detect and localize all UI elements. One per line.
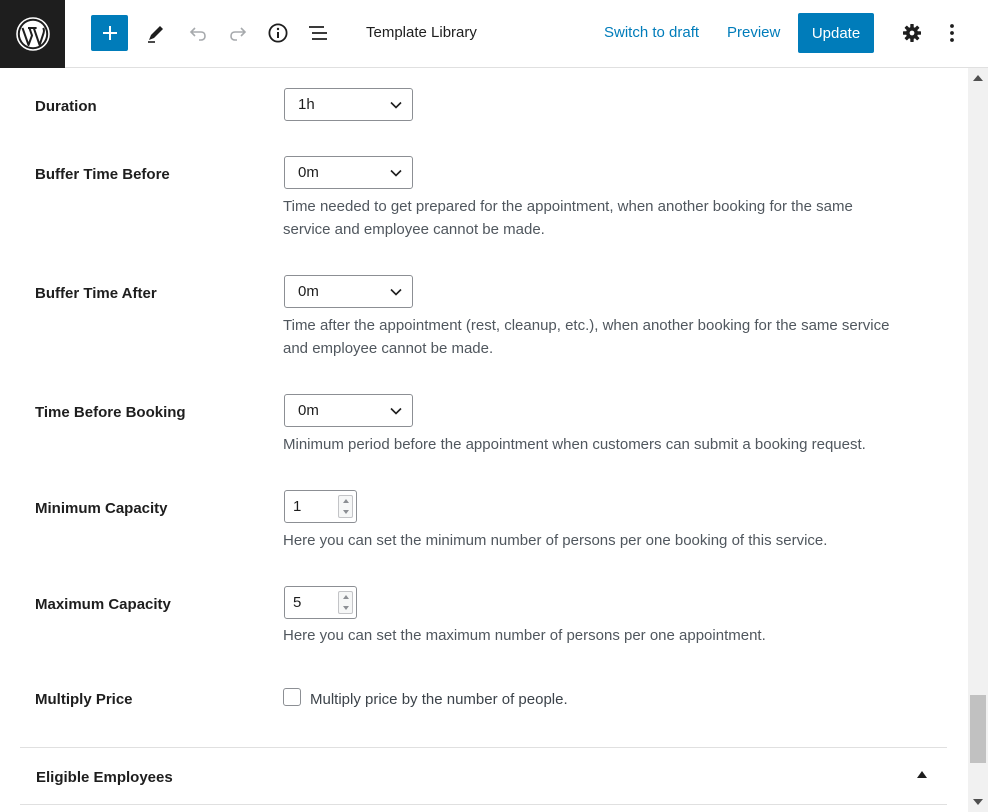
preview-button[interactable]: Preview (727, 24, 781, 41)
panel-divider (20, 747, 947, 748)
time-before-booking-select[interactable] (284, 394, 413, 427)
wordpress-logo-icon[interactable] (0, 0, 65, 68)
min-capacity-value: 1 (293, 498, 302, 515)
settings-button[interactable] (896, 14, 928, 52)
buffer-after-label: Buffer Time After (35, 285, 157, 302)
scroll-thumb[interactable] (970, 695, 986, 763)
gear-icon (901, 22, 923, 44)
vertical-scrollbar[interactable] (968, 68, 988, 812)
duration-label: Duration (35, 98, 97, 115)
undo-button[interactable] (182, 14, 214, 52)
tools-button[interactable] (140, 14, 172, 52)
max-capacity-input[interactable] (284, 586, 357, 619)
min-capacity-label: Minimum Capacity (35, 500, 168, 517)
chevron-down-icon (389, 166, 403, 180)
undo-icon (187, 22, 209, 44)
chevron-down-icon (389, 404, 403, 418)
buffer-after-description: Time after the appointment (rest, cleanup, etc.), when another booking for the same service and employee cannot be made. (283, 317, 890, 357)
duration-select[interactable] (284, 88, 413, 121)
time-before-booking-label: Time Before Booking (35, 404, 186, 421)
multiply-price-checkbox[interactable] (283, 688, 301, 706)
details-button[interactable] (262, 14, 294, 52)
max-capacity-description: Here you can set the maximum number of persons per one appointment. (283, 627, 766, 644)
time-before-booking-description: Minimum period before the appointment when customers can submit a booking request. (283, 436, 866, 453)
redo-button[interactable] (222, 14, 254, 52)
max-capacity-value: 5 (293, 594, 302, 611)
multiply-price-checkbox-label[interactable]: Multiply price by the number of people. (310, 691, 568, 708)
buffer-before-description: Time needed to get prepared for the appointment, when another booking for the same service and employee cannot be made. (283, 198, 853, 238)
scroll-down-arrow-icon[interactable] (973, 799, 983, 805)
redo-icon (227, 22, 249, 44)
chevron-down-icon (389, 98, 403, 112)
more-vertical-icon (949, 23, 955, 43)
buffer-after-select[interactable] (284, 275, 413, 308)
buffer-after-value: 0m (298, 283, 319, 300)
max-capacity-stepper[interactable] (338, 591, 353, 614)
multiply-price-label: Multiply Price (35, 691, 133, 708)
editor-content (0, 68, 968, 812)
switch-to-draft-button[interactable]: Switch to draft (604, 24, 700, 41)
panel-divider (20, 804, 947, 805)
eligible-employees-panel-title[interactable]: Eligible Employees (36, 769, 173, 786)
buffer-before-value: 0m (298, 164, 319, 181)
options-button[interactable] (942, 14, 962, 52)
max-capacity-label: Maximum Capacity (35, 596, 171, 613)
duration-value: 1h (298, 96, 315, 113)
buffer-before-select[interactable] (284, 156, 413, 189)
document-title: Template Library (366, 24, 477, 41)
min-capacity-stepper[interactable] (338, 495, 353, 518)
editor-header (0, 0, 988, 68)
list-view-icon (306, 22, 330, 44)
pencil-icon (145, 22, 167, 44)
scroll-up-arrow-icon[interactable] (973, 75, 983, 81)
info-icon (267, 22, 289, 44)
buffer-before-label: Buffer Time Before (35, 166, 170, 183)
plus-icon (101, 24, 119, 42)
add-block-button[interactable] (91, 15, 128, 51)
update-button[interactable]: Update (798, 13, 874, 53)
min-capacity-input[interactable] (284, 490, 357, 523)
chevron-down-icon (389, 285, 403, 299)
time-before-booking-value: 0m (298, 402, 319, 419)
list-view-button[interactable] (302, 14, 334, 52)
collapse-arrow-icon[interactable] (917, 771, 927, 778)
min-capacity-description: Here you can set the minimum number of persons per one booking of this service. (283, 532, 828, 549)
